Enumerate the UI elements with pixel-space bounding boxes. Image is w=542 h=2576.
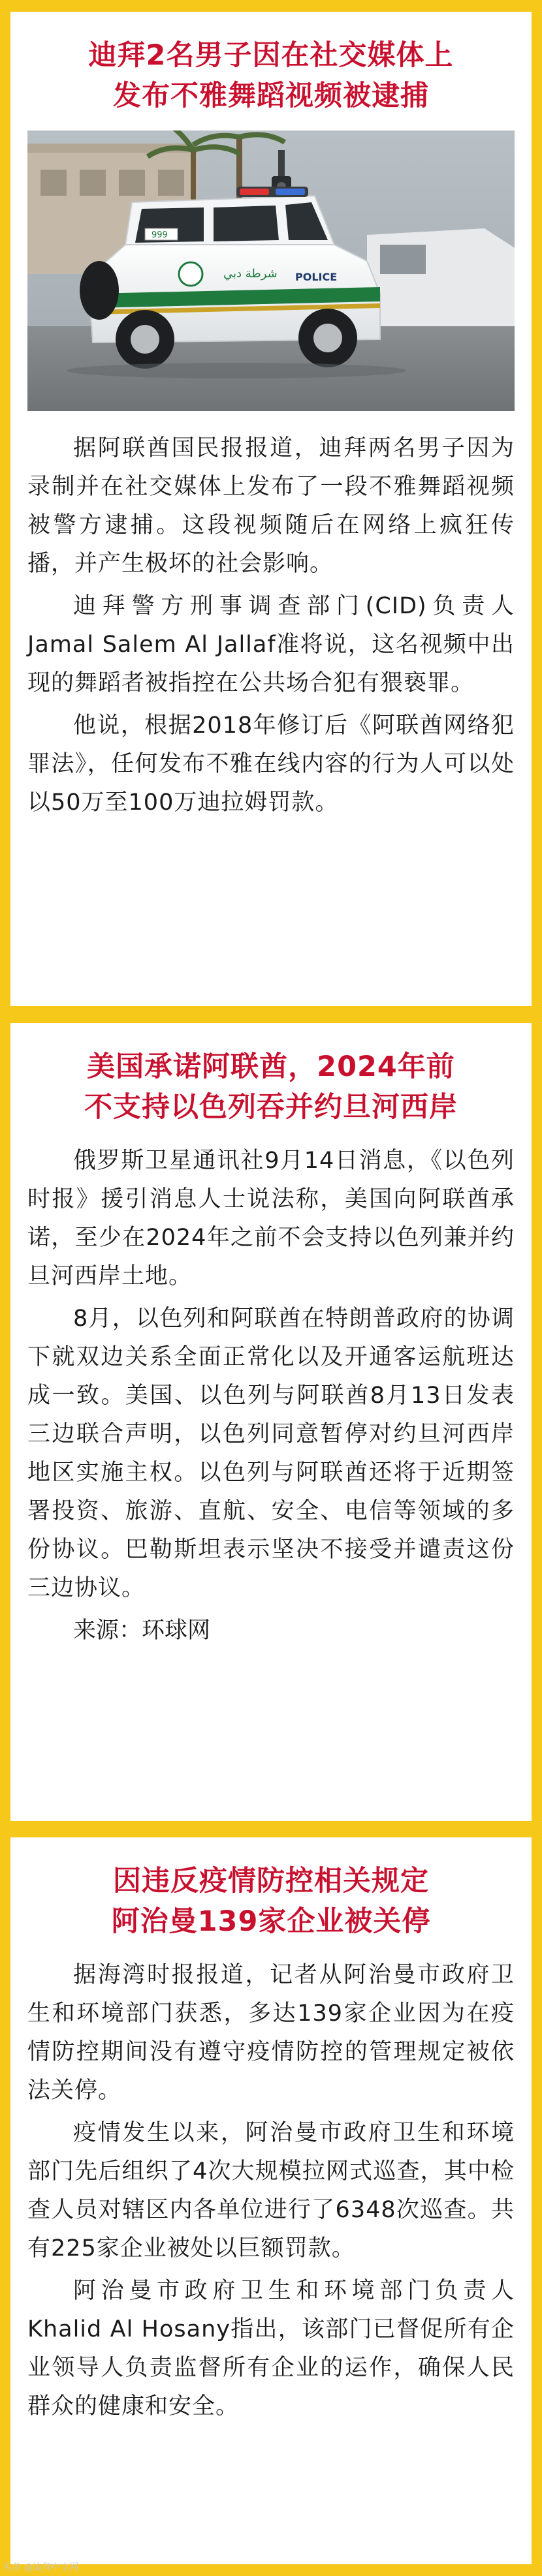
- police-car-illustration: [27, 130, 515, 411]
- article-paragraph: 据海湾时报报道，记者从阿治曼市政府卫生和环境部门获悉，多达139家企业因为在疫情防控期间没有遵守疫情防控的管理规定被依法关停。: [27, 1962, 515, 2104]
- police-car-photo: [27, 130, 515, 411]
- article-paragraph: 疫情发生以来，阿治曼市政府卫生和环境部门先后组织了4次大规模拉网式巡查，其中检查人员对辖区内各单位进行了6348次巡查。共有225家企业被处以巨额罚款。: [27, 2120, 515, 2262]
- car-arabic-label: شرطة دبي: [223, 267, 278, 281]
- article-paragraph: 迪拜警方刑事调查部门(CID)负责人 Jamal Salem Al Jallaf准将说，这名视频中出现的舞蹈者被指控在公共场合犯有猥亵罪。: [27, 593, 515, 696]
- article-paragraph: 他说，根据2018年修订后《阿联酋网络犯罪法》，任何发布不雅在线内容的行为人可以处以50万至100万迪拉姆罚款。: [27, 713, 515, 816]
- article-paragraph: 俄罗斯卫星通讯社9月14日消息，《以色列时报》援引消息人士说法称，美国向阿联酋承诺，至少在2024年之前不会支持以色列兼并约旦河西岸土地。: [27, 1148, 515, 1289]
- article-paragraph: 8月，以色列和阿联酋在特朗普政府的协调下就双边关系全面正常化以及开通客运航班达成一致。美国、以色列与阿联酋8月13日发表三边联合声明，以色列同意暂停对约旦河西岸地区实施主权。以色列与阿联酋还将于近期签署投资、旅游、直航、安全、电信等领域的多份协议。巴勒斯坦表示坚决不接受并谴责这份三边协议。: [27, 1306, 515, 1601]
- article-paragraph: 阿治曼市政府卫生和环境部门负责人Khalid Al Hosany指出，该部门已督促所有企业领导人负责监督所有企业的运作，确保人民群众的健康和安全。: [27, 2278, 515, 2419]
- car-plate-number: 999: [151, 230, 168, 240]
- headline-line: 因违反疫情防控相关规定: [113, 1865, 429, 1897]
- headline-line: 发布不雅舞蹈视频被逮捕: [113, 80, 429, 112]
- article-headline: [27, 12, 515, 130]
- article-headline: [27, 1837, 515, 1956]
- article-headline: [27, 1023, 515, 1142]
- headline-line: 不支持以色列吞并约旦河西岸: [84, 1091, 458, 1124]
- car-police-label: POLICE: [295, 271, 338, 283]
- headline-line: 美国承诺阿联酋，2024年前: [87, 1050, 455, 1083]
- headline-line: 迪拜2名男子因在社交媒体上: [88, 39, 454, 72]
- article-card-3: [10, 1837, 532, 2564]
- article-card-1: [10, 12, 532, 1006]
- headline-line: 阿治曼139家企业被关停: [111, 1905, 431, 1938]
- watermark: 头条 @迪拜中文网: [3, 2562, 79, 2573]
- article-card-2: [10, 1023, 532, 1821]
- article-paragraph: 据阿联酋国民报报道，迪拜两名男子因为录制并在社交媒体上发布了一段不雅舞蹈视频被警方逮捕。这段视频随后在网络上疯狂传播，并产生极坏的社会影响。: [27, 435, 515, 577]
- article-source: 来源：环球网: [73, 1618, 211, 1644]
